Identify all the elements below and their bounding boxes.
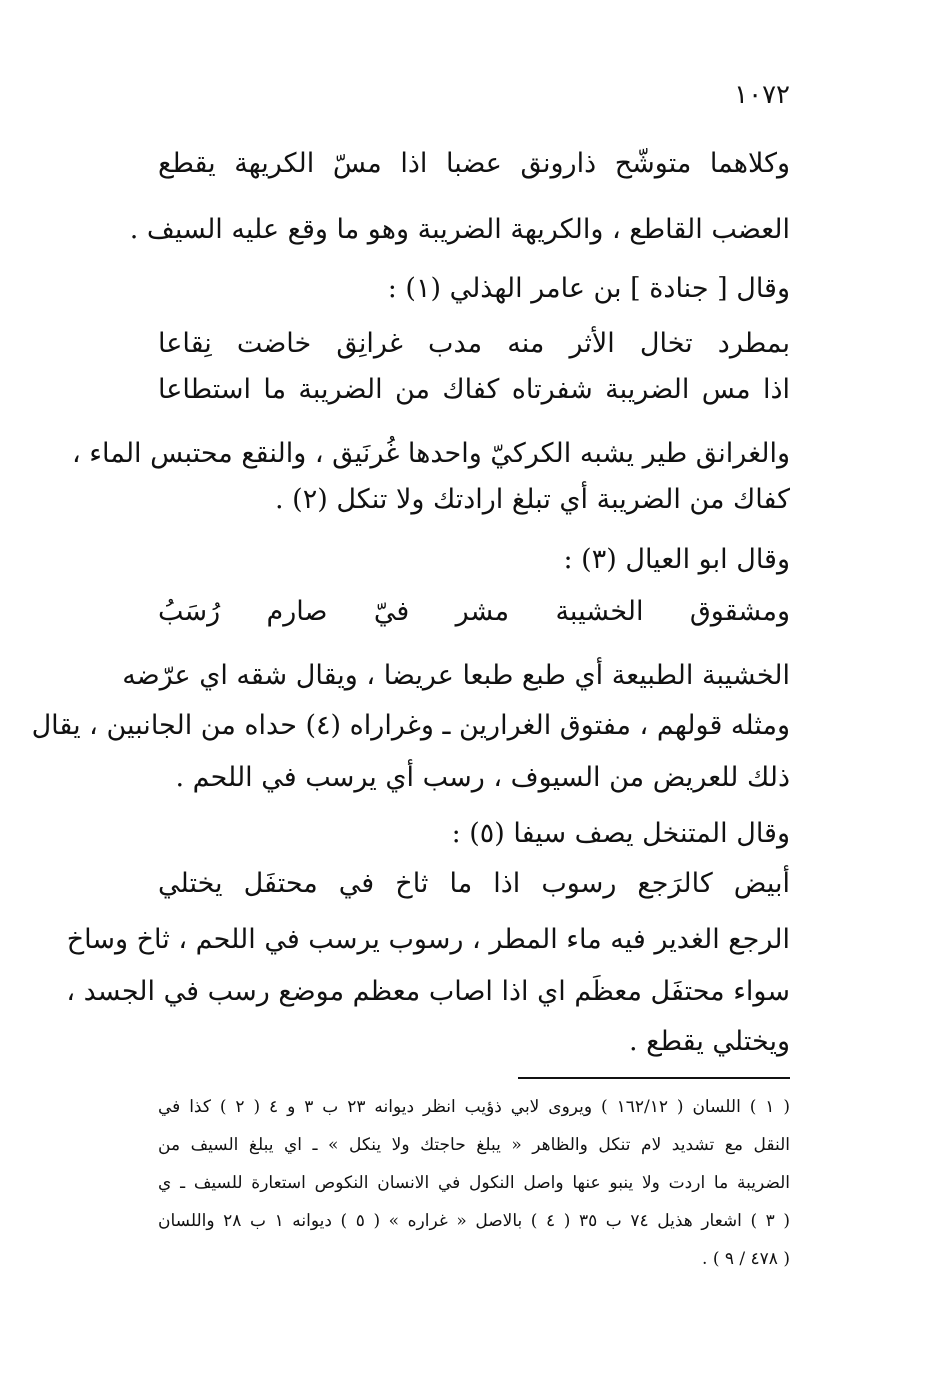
text-line: كفاك من الضريبة أي تبلغ ارادتك ولا تنكل (٢) . [275, 484, 790, 515]
footnote-line: ( ٤٧٨ / ٩ ) . [702, 1249, 790, 1269]
verse-line: ومشقوق الخشيبة مشر فيّ صارم رُسَبُ [158, 596, 790, 627]
text-line: وقال ابو العيال (٣) : [563, 544, 790, 575]
verse-line: بمطرد تخال الأثر منه مدب غرانِق خاضت نِقاعا [158, 328, 790, 359]
text-line: الرجع الغدير فيه ماء المطر ، رسوب يرسب في اللحم ، ثاخ وساخ [66, 924, 790, 955]
text-line: والغرانق طير يشبه الكركيّ واحدها غُرنَيق ، والنقع محتبس الماء ، [71, 438, 790, 469]
footnote-line: ( ٣ ) اشعار هذيل ٧٤ ب ٣٥ ( ٤ ) بالاصل « غراره » ( ٥ ) ديوانه ١ ب ٢٨ واللسان [158, 1211, 791, 1231]
text-line: الخشيبة الطبيعة أي طبع طبعا عريضا ، ويقال شقه اي عرّضه [122, 660, 790, 691]
verse-line: أبيض كالرَجع رسوب اذا ما ثاخ في محتفَل يختلي [158, 868, 790, 899]
verse-line: اذا مس الضريبة شفرتاه كفاك من الضريبة ما استطاعا [158, 374, 790, 405]
text-line: ومثله قولهم ، مفتوق الغرارين ـ وغراراه (٤) حداه من الجانبين ، يقال [31, 710, 790, 741]
text-line: وقال [ جنادة ] بن عامر الهذلي (١) : [387, 273, 790, 304]
text-line: وقال المتنخل يصف سيفا (٥) : [451, 818, 790, 849]
page-number: ١٠٧٢ [734, 80, 790, 110]
footnote-separator [518, 1077, 790, 1079]
verse-line: وكلاهما متوشّح ذارونق عضبا اذا مسّ الكريهة يقطع [158, 148, 790, 179]
text-line: ذلك للعريض من السيوف ، رسب أي يرسب في اللحم . [175, 762, 790, 793]
text-line: ويختلي يقطع . [628, 1026, 790, 1057]
footnote-line: النقل مع تشديد لام تنكل والظاهر « يبلغ حاجتك ولا ينكل » ـ اي يبلغ السيف من [158, 1135, 790, 1155]
text-line: العضب القاطع ، والكريهة الضريبة وهو ما وقع عليه السيف . [129, 214, 790, 245]
footnote-line: ( ١ ) اللسان ( ١٦٢/١٢ ) ويروى لابي ذؤيب انظر ديوانه ٢٣ ب ٣ و ٤ ( ٢ ) كذا في [158, 1097, 790, 1117]
text-line: سواء محتفَل معظَم اي اذا اصاب معظم موضع رسب في الجسد ، [66, 976, 790, 1007]
footnote-line: الضريبة ما اردت ولا ينبو عنها واصل النكول في الانسان النكوص استعارة للسيف ـ ي [158, 1173, 790, 1193]
